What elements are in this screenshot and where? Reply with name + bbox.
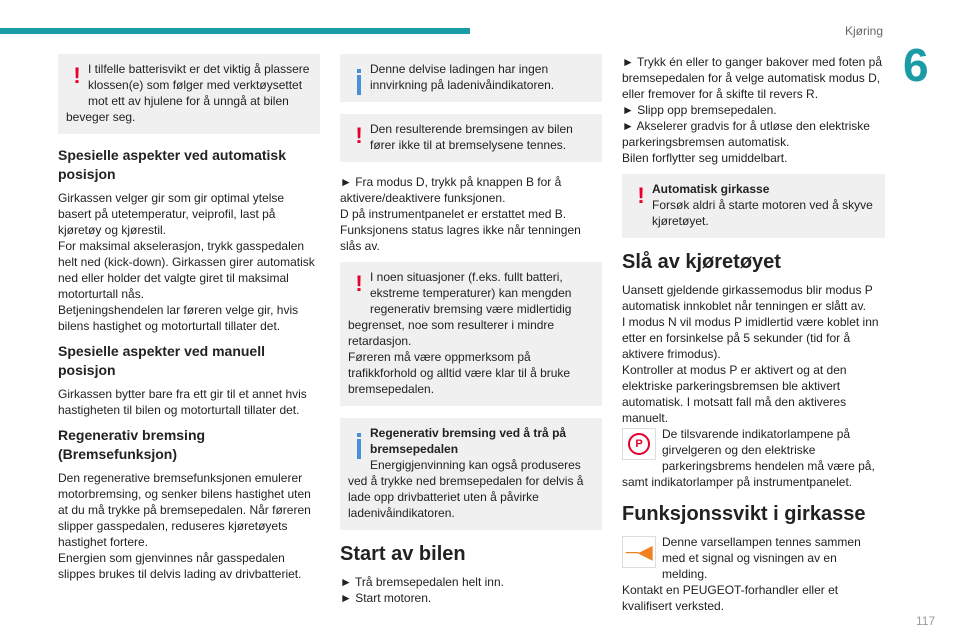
heading-manual: Spesielle aspekter ved manuell posisjon (58, 343, 265, 378)
heading-regen: Regenerativ bremsing (Bremsefunksjon) (58, 427, 206, 462)
paragraph-with-icon: P De tilsvarende indikatorlampene på girvelgeren og den elektriske parkeringsbrems hendelen må være på, samt indikatorlamper på instrumentpanelet. (622, 427, 875, 489)
warning-icon: ! (355, 271, 363, 296)
step: ► Trå bremsepedalen helt inn. (340, 575, 504, 589)
info-box: Denne delvise ladingen har ingen innvirkning på ladenivåindikatoren. (340, 54, 602, 102)
column-1 (58, 54, 320, 590)
paragraph: Girkassen bytter bare fra ett gir til et annet hvis hastigheten til bilen og motorturtall tillater det. (58, 387, 307, 417)
heading-gearbox-fault: Funksjonssvikt i girkasse (622, 503, 866, 525)
paragraph: Uansett gjeldende girkassemodus blir modus P automatisk innkoblet når tenningen er slått av. (622, 283, 873, 313)
warning-icon: ! (73, 63, 81, 88)
wrench-icon: ─◀ (622, 536, 656, 568)
paragraph: ► Trykk én eller to ganger bakover med foten på bremsepedalen for å velge automatisk modus D, eller fremover for å skifte til revers R. (622, 55, 883, 101)
page-number: 117 (916, 614, 936, 628)
paragraph: Bilen forflytter seg umiddelbart. (622, 151, 788, 165)
column-3 (622, 54, 885, 622)
paragraph: I modus N vil modus P imidlertid være koblet inn etter en forsinkelse på 5 sekunder (tid for å aktivere frimodus). (622, 315, 879, 361)
warning-box: ! Den resulterende bremsingen av bilen fører ikke til at bremselysene tennes. (340, 114, 602, 162)
step: ► Start motoren. (340, 591, 432, 605)
paragraph-with-icon: ─◀ Denne varsellampen tennes sammen med et signal og visningen av en melding. (622, 534, 885, 582)
paragraph: Betjeningshendelen lar føreren velge gir, hvis bilens hastighet og motorturtall tillater det. (58, 303, 299, 333)
heading-start: Start av bilen (340, 543, 466, 565)
column-2 (340, 54, 602, 614)
info-icon (348, 425, 370, 463)
paragraph: Kontakt en PEUGEOT-forhandler eller et kvalifisert verksted. (622, 583, 839, 613)
chapter-number: 6 (903, 39, 929, 91)
paragraph: Girkassen velger gir som gir optimal ytelse basert på utetemperatur, veiprofil, last på kjøretøy og kjørestil. (58, 191, 285, 237)
warning-box: ! Automatisk girkasse Forsøk aldri å starte motoren ved å skyve kjøretøyet. (622, 174, 885, 238)
paragraph: D på instrumentpanelet er erstattet med B. (340, 207, 567, 221)
chapter-label: Kjøring (845, 24, 884, 38)
parking-brake-icon: P (622, 428, 656, 460)
warning-box: ! I tilfelle batterisvikt er det viktig å plassere klossen(e) som følger med verktøysettet mot ett av hjulene for å unngå at bilen beveger seg. (58, 54, 320, 134)
paragraph: For maksimal akselerasjon, trykk gasspedalen helt ned (kick-down). Girkassen girer automatisk ned eller holder det valgte giret til maksimal motorturtall nås. (58, 239, 315, 301)
info-box: Regenerativ bremsing ved å trå på bremsepedalen Energigjenvinning kan også produseres ved å trykke ned bremsepedalen for delvis å lade opp drivbatteriet uten å påvirke ladenivåindikatoren. (340, 418, 602, 530)
warning-icon: ! (355, 123, 363, 148)
paragraph: Kontroller at modus P er aktivert og at den elektriske parkeringsbremsen ble aktivert automatisk. I motsatt fall må den aktiveres manuelt. (622, 363, 847, 425)
warning-box: ! I noen situasjoner (f.eks. fullt batteri, ekstreme temperaturer) kan mengden regenerativ bremsing være midlertidig begrenset, noe som resulterer i mindre retardasjon. Føreren må være oppmerksom på trafikkforhold og alltid være klar til å bruke bremsepedalen. (340, 262, 602, 406)
paragraph: ► Slipp opp bremsepedalen. (622, 103, 777, 117)
heading-automatic: Spesielle aspekter ved automatisk posisjon (58, 147, 286, 182)
warning-icon: ! (637, 183, 645, 208)
header-accent-bar (0, 28, 470, 34)
paragraph: Den regenerative bremsefunksjonen emulerer motorbremsing, og senker bilens hastighet uten at du må trykke på bremsepedalen. Når føreren slipper gasspedalen, reduseres kjøretøyets hastighet fortere. (58, 471, 311, 549)
info-icon (348, 61, 370, 99)
paragraph: Funksjonens status lagres ikke når tenningen slås av. (340, 223, 581, 253)
paragraph: ► Akselerer gradvis for å utløse den elektriske parkeringsbremsen automatisk. (622, 119, 870, 149)
paragraph: ► Fra modus D, trykk på knappen B for å aktivere/deaktivere funksjonen. (340, 175, 562, 205)
heading-switch-off: Slå av kjøretøyet (622, 251, 781, 273)
paragraph: Energien som gjenvinnes når gasspedalen slippes brukes til delvis lading av drivbatteriet. (58, 551, 302, 581)
